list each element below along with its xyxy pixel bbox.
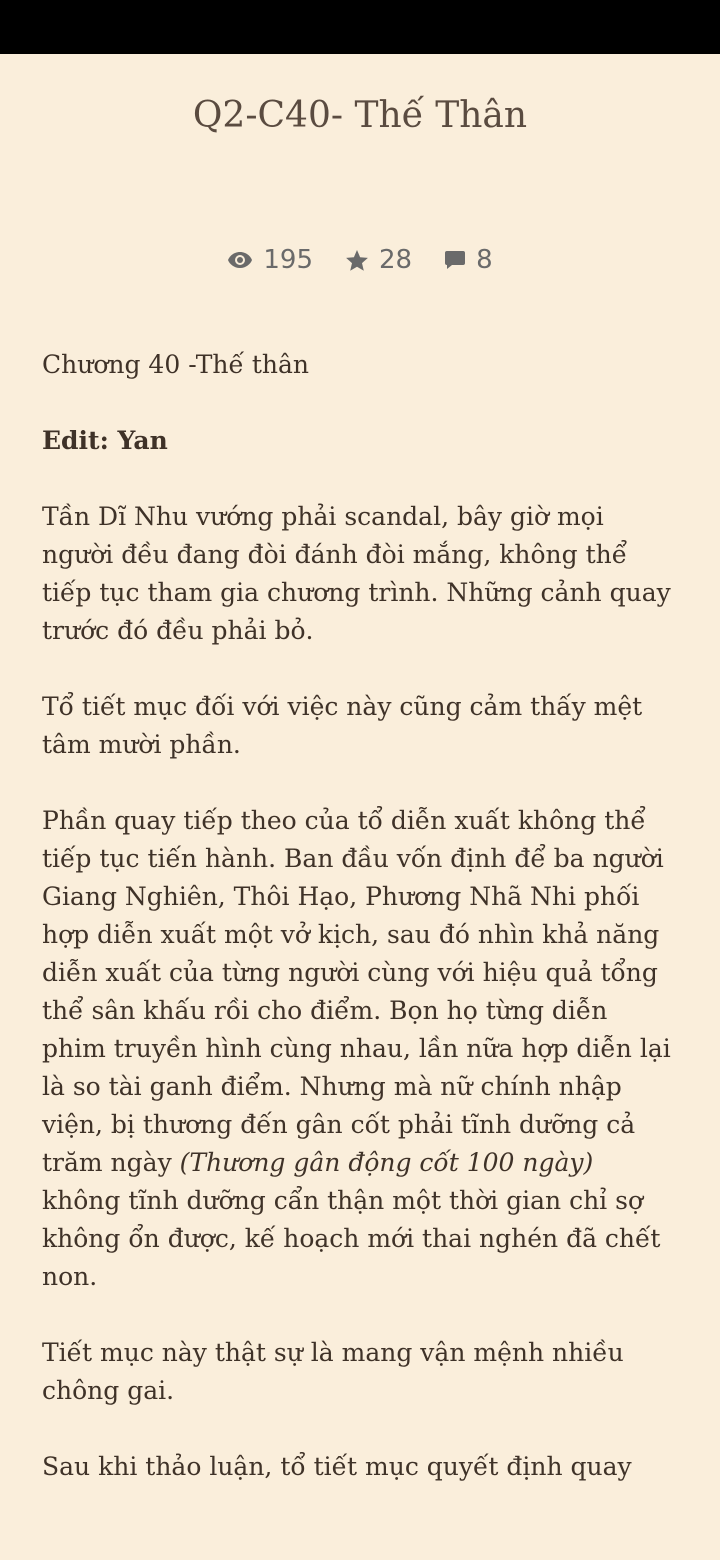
paragraph-text: Phần quay tiếp theo của tổ diễn xuất không thể tiếp tục tiến hành. Ban đầu vốn định để ba người Giang Nghiên, Thôi Hạo, Phương Nhã Nhi phối hợp diễn xuất một vở kịch, sau đó nhìn khả năng diễn xuất của từng người cùng với hiệu quả tổng thể sân khấu rồi cho điểm. Bọn họ từng diễn phim truyền hình cùng nhau, lần nữa hợp diễn lại là so tài ganh điểm. Nhưng mà nữ chính nhập viện, bị thương đến gân cốt phải tĩnh dưỡng cả trăm ngày <box>42 806 671 1177</box>
chapter-stats <box>0 242 720 278</box>
votes-count: 28 <box>379 245 413 275</box>
comment-icon <box>444 249 476 271</box>
paragraph: Tần Dĩ Nhu vướng phải scandal, bây giờ mọi người đều đang đòi đánh đòi mắng, không thể tiếp tục tham gia chương trình. Những cảnh quay trước đó đều phải bỏ. <box>42 502 671 645</box>
paragraph: Tiết mục này thật sự là mang vận mệnh nhiều chông gai. <box>42 1338 624 1405</box>
comments-stat <box>444 242 493 278</box>
chapter-heading: Chương 40 -Thế thân <box>42 350 310 379</box>
paragraph-text: không tĩnh dưỡng cẩn thận một thời gian chỉ sợ không ổn được, kế hoạch mới thai nghén đã chết non. <box>42 1186 661 1291</box>
views-count: 195 <box>263 245 313 275</box>
comments-count: 8 <box>476 245 493 275</box>
status-bar <box>0 0 720 54</box>
paragraph: Tổ tiết mục đối với việc này cũng cảm thấy mệt tâm mười phần. <box>42 692 643 759</box>
views-stat <box>227 242 313 278</box>
paragraph: Sau khi thảo luận, tổ tiết mục quyết định quay <box>42 1452 632 1481</box>
star-icon <box>345 249 379 272</box>
translator-note: (Thương gân động cốt 100 ngày) <box>179 1148 594 1177</box>
paragraph <box>42 802 672 1296</box>
eye-icon <box>227 251 263 269</box>
editor-credit: Edit: Yan <box>42 426 168 455</box>
votes-stat <box>345 242 412 278</box>
chapter-title: Q2-C40- Thế Thân <box>192 95 528 136</box>
reader-page[interactable] <box>0 54 720 1560</box>
chapter-content <box>42 346 672 1524</box>
